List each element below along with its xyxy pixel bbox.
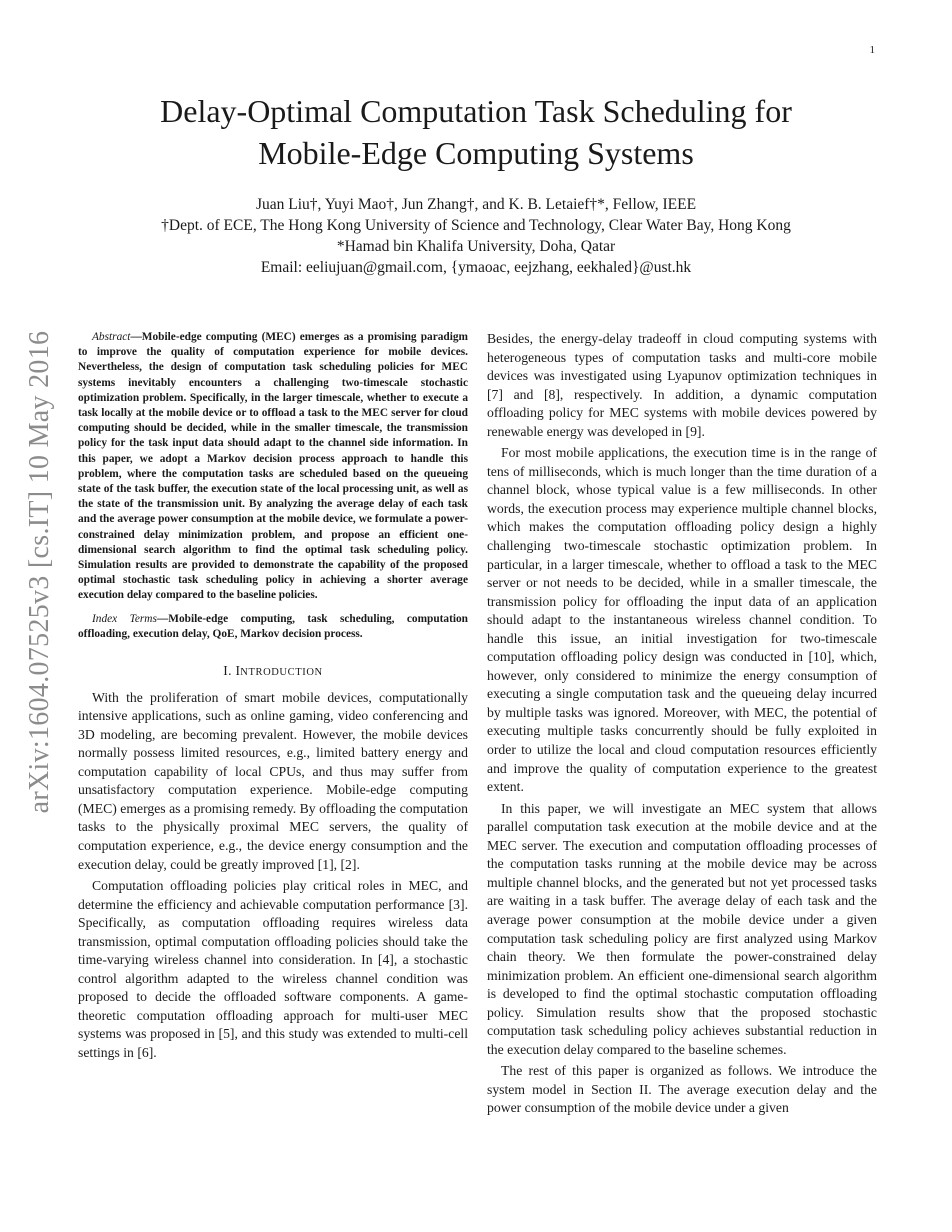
affiliation-1: †Dept. of ECE, The Hong Kong University of Science and Technology, Clear Water Bay, Hong Kong [161, 217, 791, 234]
abstract-label: Abstract [92, 331, 131, 343]
paragraph: In this paper, we will investigate an MEC system that allows parallel computation task execution at the mobile device and at the MEC server. The execution and computation offloading processes of the computation tasks running at the mobile device may be across multiple channel blocks, and the generated but not yet processed tasks are waiting in a task buffer. The average delay of each task and the average power consumption at the mobile device under a given computation task scheduling policy are first analyzed using Markov chain theory. We then formulate the power-constrained delay minimization problem. An efficient one-dimensional search algorithm is developed to find the optimal stochastic computation offloading policy. Simulation results show that the proposed stochastic computation task scheduling policy achieves substantial reduction in the execution delay compared to the baseline schemes. [487, 800, 877, 1057]
paragraph-continuation: Besides, the energy-delay tradeoff in cloud computing systems with heterogeneous types of computation tasks and multi-core mobile devices was investigated using Lyapunov optimization techniques in [7] and [8], respectively. In addition, a dynamic computation offloading policy for MEC systems with mobile devices powered by renewable energy was developed in [9]. [487, 331, 877, 439]
paragraph: With the proliferation of smart mobile devices, computationally intensive applications, such as online gaming, video conferencing and 3D modeling, are becoming prevalent. However, the mobile devices normally possess limited resources, e.g., limited battery energy and computation capability of local CPUs, and thus may suffer from unsatisfactory computation experience. Mobile-edge computing (MEC) emerges as a promising remedy. By offloading the computation tasks to the physically proximal MEC servers, the quality of computation experience, e.g., the device energy consumption and the execution delay, could be greatly improved [1], [2]. [78, 689, 468, 872]
abstract [78, 330, 468, 642]
title-line-2: Mobile-Edge Computing Systems [258, 135, 694, 171]
affiliation-2: *Hamad bin Khalifa University, Doha, Qatar [336, 238, 616, 255]
arxiv-stamp [24, 298, 56, 846]
paper-title [80, 90, 872, 174]
right-column [487, 330, 877, 1121]
left-body-text [78, 689, 468, 1063]
left-column [78, 330, 468, 1066]
author-names: Juan Liu†, Yuyi Mao†, Jun Zhang†, and K. B. Letaief†*, Fellow, IEEE [255, 196, 697, 213]
paragraph: The rest of this paper is organized as follows. We introduce the system model in Section II. The average execution delay and the power consumption of the mobile device under a given [487, 1063, 877, 1116]
paragraph: Computation offloading policies play critical roles in MEC, and determine the efficiency and achievable computation performance [3]. Specifically, as computation offloading requires wireless data transmission, optimal computation offloading policies should take the time-varying wireless channel into consideration. In [4], a stochastic control algorithm adapted to the wireless channel condition was proposed to decide the offloaded software components. A game-theoretic computation offloading approach for multi-user MEC systems was proposed in [5], and this study was extended to multi-cell settings in [6]. [78, 878, 468, 1060]
section-title-first: I [235, 663, 241, 679]
section-number: I. [223, 663, 232, 679]
title-line-1: Delay-Optimal Computation Task Scheduling for [160, 93, 792, 129]
page-number: 1 [869, 44, 875, 56]
section-title-rest: NTRODUCTION [240, 667, 323, 679]
arxiv-stamp-text: arXiv:1604.07525v3 [cs.IT] 10 May 2016 [24, 330, 55, 814]
author-email: Email: eeliujuan@gmail.com, {ymaoac, eejzhang, eekhaled}@ust.hk [260, 259, 692, 276]
abstract-text: —Mobile-edge computing (MEC) emerges as a promising paradigm to improve the quality of computation experience for mobile devices. Nevertheless, the design of computation task scheduling policies for MEC systems inevitably encounters a challenging two-timescale stochastic optimization problem. Specifically, in the larger timescale, whether to execute a task locally at the mobile device or to offload a task to the MEC server for cloud computing should be decided, while in the smaller timescale, the transmission policy for the task input data should adapt to the channel side information. In this paper, we adopt a Markov decision process approach to handle this problem, where the computation tasks are scheduled based on the queueing state of the task buffer, the execution state of the local processing unit, as well as the state of the transmission unit. By analyzing the average delay of each task and the average power consumption at the mobile device, we formulate a power-constrained delay minimization problem, and propose an efficient one-dimensional search algorithm to find the optimal task scheduling policy. Simulation results are provided to demonstrate the capability of the proposed optimal stochastic task scheduling policy in achieving a shorter average execution delay compared to the baseline policies. [78, 331, 468, 602]
section-heading-introduction [78, 662, 468, 683]
index-terms-label: Index Terms [92, 612, 157, 625]
paragraph: For most mobile applications, the execution time is in the range of tens of milliseconds, which is much longer than the time duration of a channel block, whose typical value is a few milliseconds. In other words, the execution process may experience multiple channel blocks, which makes the computation offloading policy design a highly challenging two-timescale stochastic optimization problem. In particular, in a larger timescale, whether to offload a task to the MEC server or not needs to be decided, while in a smaller timescale, the transmission policy for offloading the input data of an application should adapt to the instantaneous wireless channel condition. To handle this issue, an initial investigation for two-timescale computation offloading policy design was conducted in [10], which, however, only considered to minimize the energy consumption of executing a single computation task and the queueing delay incurred by multiple tasks was ignored. Moreover, with MEC, the potential of executing multiple tasks concurrently should be fully exploited in order to utilize the local and cloud computation resources efficiently and improve the quality of computation experience to the greatest extent. [487, 445, 877, 795]
author-block [80, 194, 872, 278]
index-terms-text: —Mobile-edge computing, task scheduling, computation offloading, execution delay, QoE, Markov decision process. [78, 612, 468, 640]
